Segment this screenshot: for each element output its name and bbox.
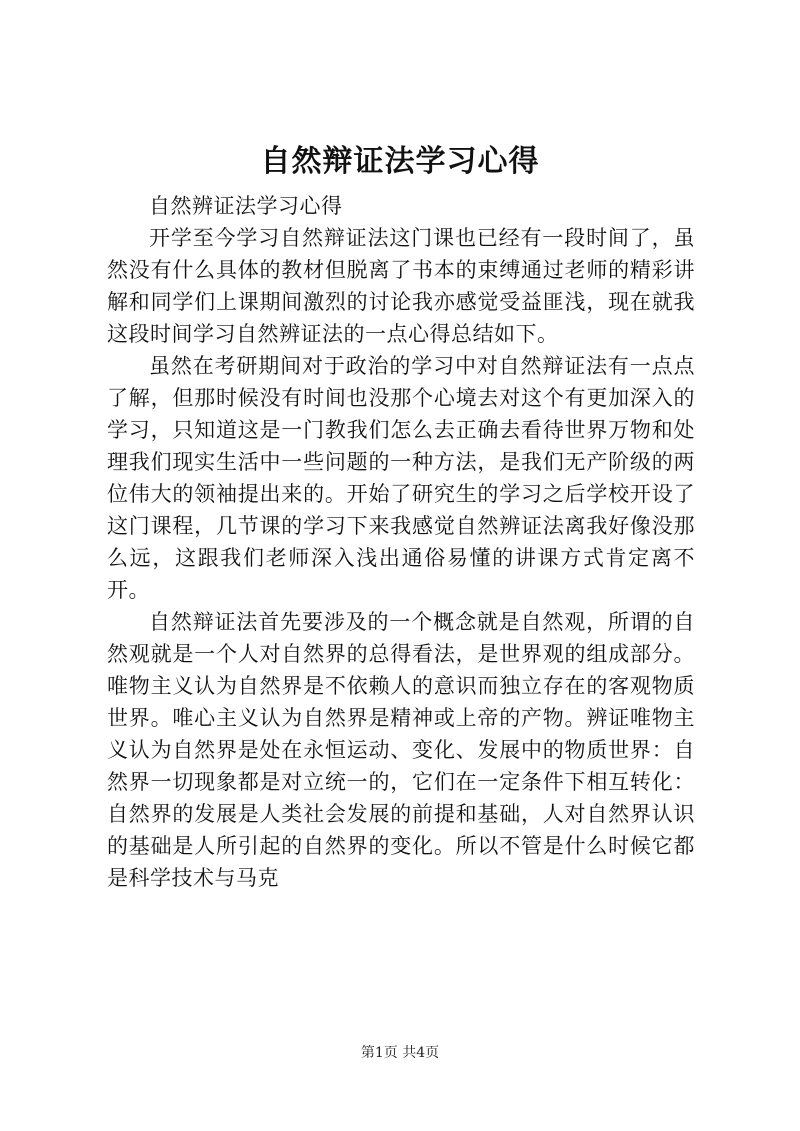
document-title: 自然辩证法学习心得 xyxy=(260,144,540,179)
paragraph-subtitle: 自然辨证法学习心得 xyxy=(149,194,343,218)
paragraph: 虽然在考研期间对于政治的学习中对自然辩证法有一点点了解，但那时候没有时间也没那个心境去对这个有更加深入的学习，只知道这是一门教我们怎么去正确去看待世界万物和处理我们现实生活中一些问题的一种方法，是我们无产阶级的两位伟大的领袖提出来的。开始了研究生的学习之后学校开设了这门课程，几节课的学习下来我感觉自然辨证法离我好像没那么远，这跟我们老师深入浅出通俗易懂的讲课方式肯定离不开。 xyxy=(107,354,695,602)
document-body xyxy=(107,190,695,894)
paragraph: 自然辩证法首先要涉及的一个概念就是自然观，所谓的自然观就是一个人对自然界的总得看法，是世界观的组成部分。唯物主义认为自然界是不依赖人的意识而独立存在的客观物质世界。唯心主义认为自然界是精神或上帝的产物。辨证唯物主义认为自然界是处在永恒运动、变化、发展中的物质世界：自然界一切现象都是对立统一的，它们在一定条件下相互转化：自然界的发展是人类社会发展的前提和基础，人对自然界认识的基础是人所引起的自然界的变化。所以不管是什么时候它都是科学技术与马克 xyxy=(107,610,695,890)
page-number-footer: 第1页 共4页 xyxy=(360,1045,440,1061)
paragraph: 开学至今学习自然辩证法这门课也已经有一段时间了，虽然没有什么具体的教材但脱离了书本的束缚通过老师的精彩讲解和同学们上课期间激烈的讨论我亦感觉受益匪浅，现在就我这段时间学习自然辨证法的一点心得总结如下。 xyxy=(107,226,695,346)
